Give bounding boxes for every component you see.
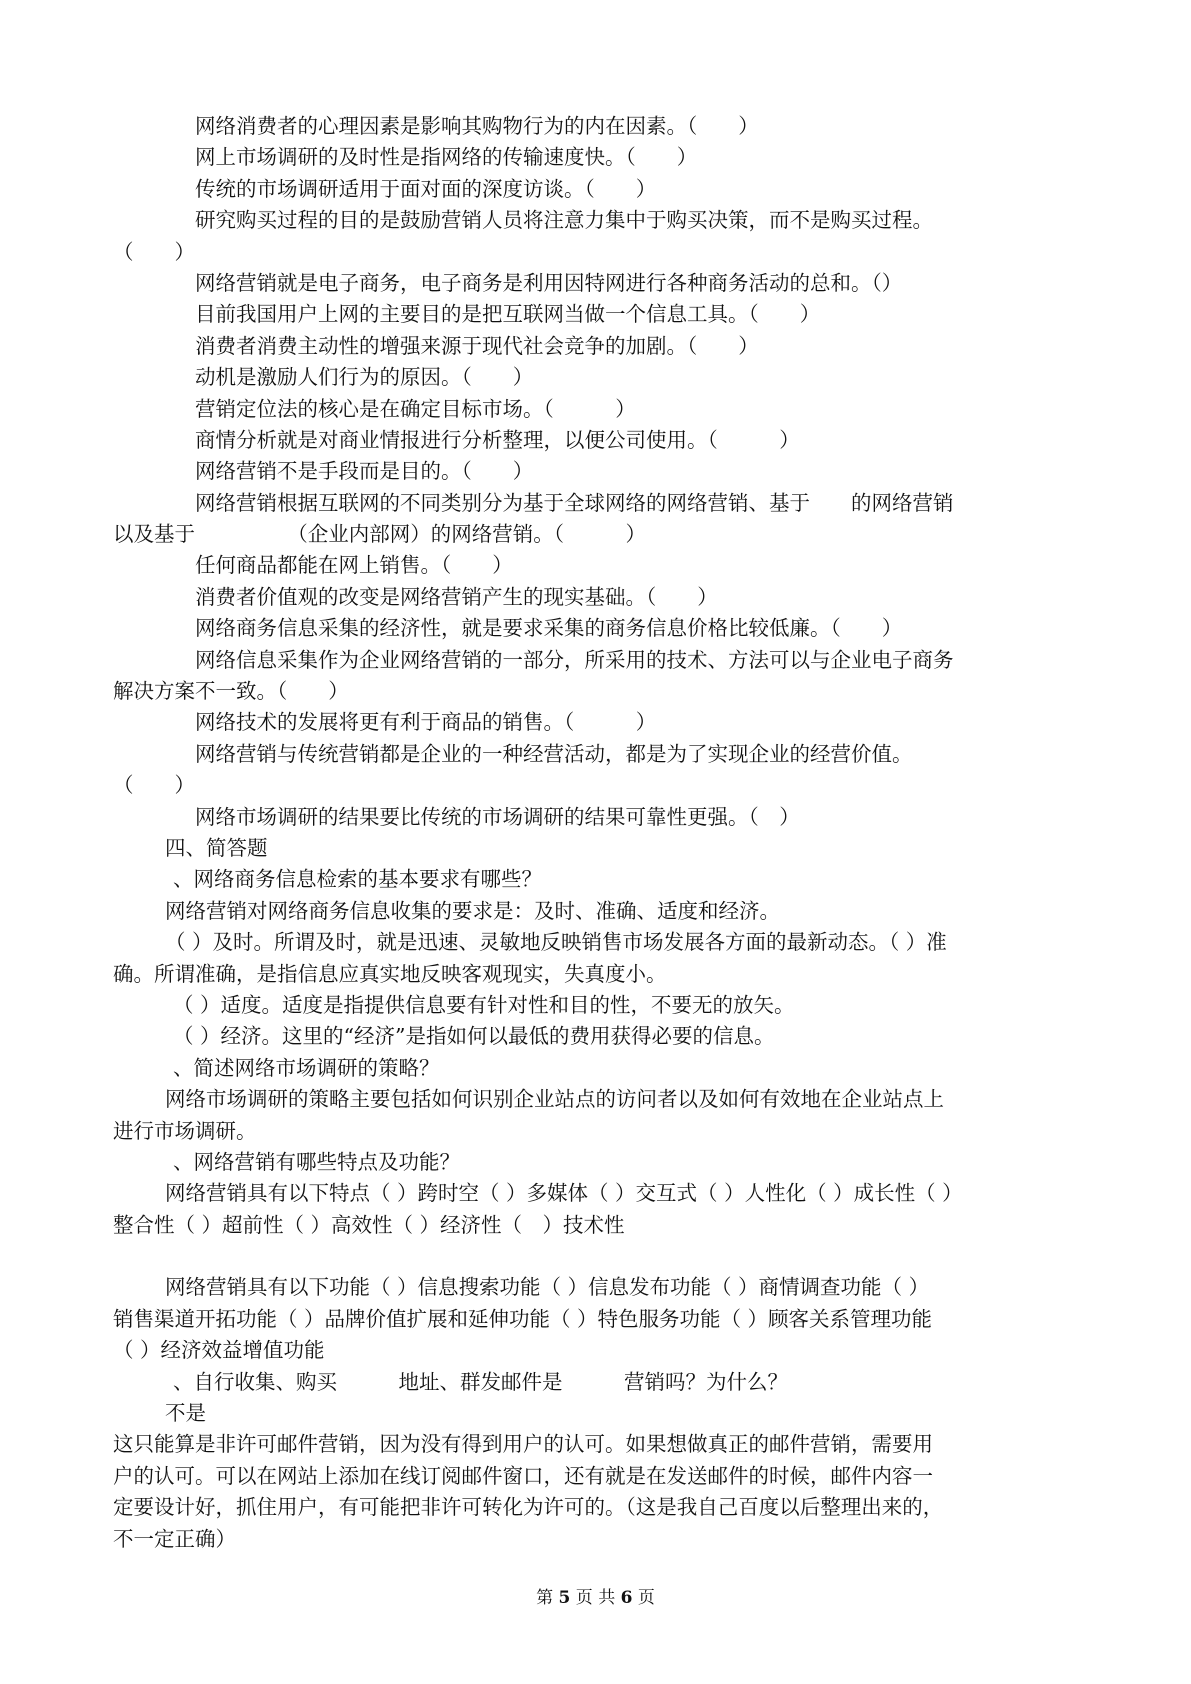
text-line: 网络商务信息采集的经济性，就是要求采集的商务信息价格比较低廉。（ ） <box>195 616 903 641</box>
text-line: （ ） <box>113 773 195 798</box>
text-line: 任何商品都能在网上销售。（ ） <box>195 553 513 578</box>
text-line: 以及基于 （企业内部网）的网络营销。（ ） <box>113 522 646 547</box>
question-line: 、自行收集、购买 地址、群发邮件是 营销吗？为什么？ <box>173 1369 788 1394</box>
text-line: 销售渠道开拓功能（ ）品牌价值扩展和延伸功能（ ）特色服务功能（ ）顾客关系管理功能 <box>113 1306 933 1331</box>
footer-prefix: 第 <box>536 1588 554 1608</box>
question-line: 、网络商务信息检索的基本要求有哪些？ <box>173 867 542 892</box>
text-line: （ ） <box>113 239 195 264</box>
text-line: （ ）经济。这里的“经济”是指如何以最低的费用获得必要的信息。 <box>173 1024 775 1049</box>
text-line: 定要设计好，抓住用户，有可能把非许可转化为许可的。（这是我自己百度以后整理出来的， <box>113 1495 944 1520</box>
text-line: 网络信息采集作为企业网络营销的一部分，所采用的技术、方法可以与企业电子商务 <box>195 647 954 672</box>
text-line: 营销定位法的核心是在确定目标市场。（ ） <box>195 396 636 421</box>
text-line: 网络营销就是电子商务，电子商务是利用因特网进行各种商务活动的总和。（） <box>195 270 903 295</box>
text-line: 网络营销具有以下特点（ ）跨时空（ ）多媒体（ ）交互式（ ）人性化（ ）成长性（ ） <box>165 1181 963 1206</box>
text-line: 网络营销不是手段而是目的。（ ） <box>195 459 534 484</box>
text-line: 解决方案不一致。（ ） <box>113 679 349 704</box>
text-line: 进行市场调研。 <box>113 1118 257 1143</box>
text-line: 动机是激励人们行为的原因。（ ） <box>195 365 534 390</box>
footer-suffix: 页 <box>637 1588 655 1608</box>
question-line: 、简述网络市场调研的策略？ <box>173 1055 440 1080</box>
text-line: 传统的市场调研适用于面对面的深度访谈。（ ） <box>195 176 657 201</box>
text-line: 网络营销对网络商务信息收集的要求是：及时、准确、适度和经济。 <box>165 898 780 923</box>
text-line: 商情分析就是对商业情报进行分析整理，以便公司使用。（ ） <box>195 427 800 452</box>
footer-middle: 页 共 <box>575 1588 616 1608</box>
question-line: 、网络营销有哪些特点及功能？ <box>173 1149 460 1174</box>
text-line: 不是 <box>165 1401 206 1426</box>
text-line: 网络消费者的心理因素是影响其购物行为的内在因素。（ ） <box>195 114 759 138</box>
text-line: 网络营销具有以下功能（ ）信息搜索功能（ ）信息发布功能（ ）商情调查功能（ ） <box>165 1275 930 1300</box>
text-line: 整合性（ ）超前性（ ）高效性（ ）经济性（ ）技术性 <box>113 1212 625 1237</box>
total-page-number: 6 <box>620 1588 633 1608</box>
page-footer <box>0 1587 1191 1609</box>
text-line: 户的认可。可以在网站上添加在线订阅邮件窗口，还有就是在发送邮件的时候，邮件内容一 <box>113 1463 933 1488</box>
text-line: （ ）经济效益增值功能 <box>113 1338 325 1363</box>
text-line: 确。所谓准确，是指信息应真实地反映客观现实，失真度小。 <box>113 961 667 986</box>
blank-line <box>113 1241 1078 1272</box>
text-line: （ ）及时。所谓及时，就是迅速、灵敏地反映销售市场发展各方面的最新动态。（ ）准 <box>165 930 947 955</box>
text-line: 网络营销与传统营销都是企业的一种经营活动，都是为了实现企业的经营价值。 <box>195 741 913 766</box>
text-line: 网络市场调研的结果要比传统的市场调研的结果可靠性更强。（ ） <box>195 804 800 829</box>
text-line: 网络市场调研的策略主要包括如何识别企业站点的访问者以及如何有效地在企业站点上 <box>165 1087 944 1112</box>
text-line: 这只能算是非许可邮件营销，因为没有得到用户的认可。如果想做真正的邮件营销，需要用 <box>113 1432 933 1457</box>
text-line: （ ）适度。适度是指提供信息要有针对性和目的性，不要无的放矢。 <box>173 992 795 1017</box>
current-page-number: 5 <box>558 1588 571 1608</box>
text-line: 网络营销根据互联网的不同类别分为基于全球网络的网络营销、基于 的网络营销 <box>195 490 954 515</box>
text-line: 目前我国用户上网的主要目的是把互联网当做一个信息工具。（ ） <box>195 302 821 327</box>
page-content <box>113 111 1078 1555</box>
text-line: 研究购买过程的目的是鼓励营销人员将注意力集中于购买决策，而不是购买过程。 <box>195 208 933 233</box>
text-line: 消费者消费主动性的增强来源于现代社会竞争的加剧。（ ） <box>195 333 759 358</box>
text-line: 网上市场调研的及时性是指网络的传输速度快。（ ） <box>195 145 698 170</box>
text-line: 不一定正确） <box>113 1526 236 1551</box>
section-heading: 四、简答题 <box>165 835 268 860</box>
text-line: 消费者价值观的改变是网络营销产生的现实基础。（ ） <box>195 584 718 609</box>
text-line: 网络技术的发展将更有利于商品的销售。（ ） <box>195 710 657 735</box>
